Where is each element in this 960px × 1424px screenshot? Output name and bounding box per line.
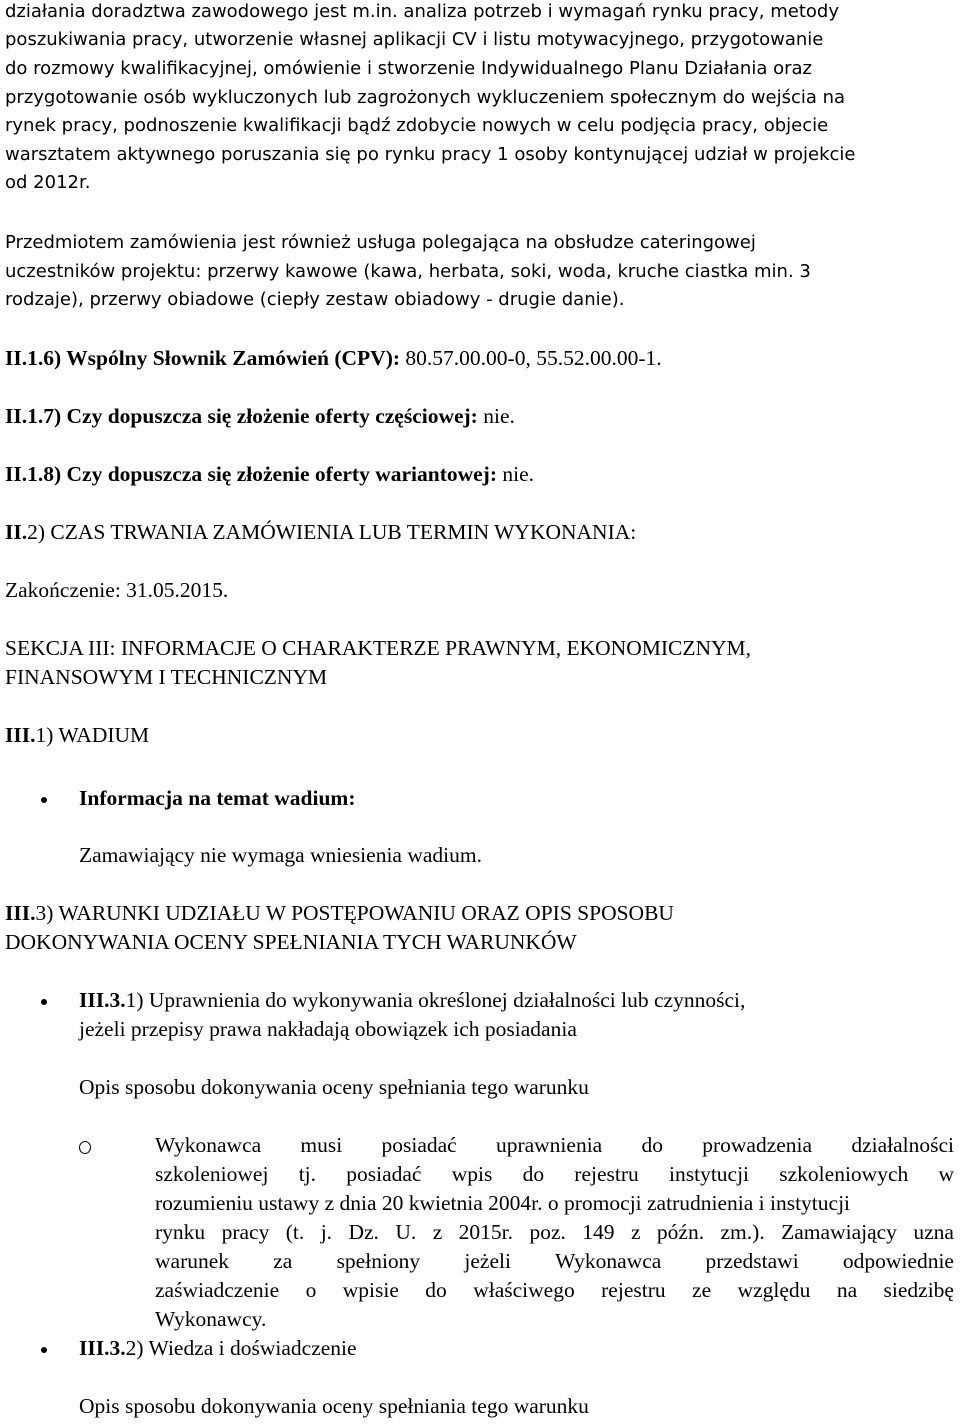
item2-title xyxy=(79,1336,357,1360)
wadium-info-text: Zamawiający nie wymaga wniesienia wadium. xyxy=(79,843,482,867)
duration-heading-rest: 2) CZAS TRWANIA ZAMÓWIENIA LUB TERMIN WYKONANIA: xyxy=(27,520,637,544)
partial-offer-label: II.1.7) Czy dopuszcza się złożenie oferty częściowej: xyxy=(5,404,478,428)
item1-title-1 xyxy=(79,988,745,1012)
completion-date: Zakończenie: 31.05.2015. xyxy=(5,578,229,602)
intro-line-4: przygotowanie osób wykluczonych lub zagrożonych wykluczeniem społecznym do wejścia na xyxy=(5,87,846,108)
item1-body-line-4: rynku pracy (t. j. Dz. U. z 2015r. poz. 149 z późn. zm.). Zamawiający uzna xyxy=(155,1220,954,1244)
wadium-heading xyxy=(5,723,149,747)
item2-prefix: III.3. xyxy=(79,1336,126,1360)
item1-title-rest: 1) Uprawnienia do wykonywania określonej działalności lub czynności, xyxy=(125,988,746,1012)
duration-heading xyxy=(5,520,636,544)
conditions-heading-1 xyxy=(5,901,674,925)
intro-line-1: działania doradztwa zawodowego jest m.in. analiza potrzeb i wymagań rynku pracy, metody xyxy=(5,1,839,22)
duration-heading-prefix: II. xyxy=(5,520,28,544)
section3-title-2: FINANSOWYM I TECHNICZNYM xyxy=(5,665,328,689)
partial-offer-value: nie. xyxy=(477,404,515,428)
catering-line-1: Przedmiotem zamówienia jest również usługa polegająca na obsłudze cateringowej xyxy=(5,232,756,253)
catering-line-3: rodzaje), przerwy obiadowe (ciepły zestaw obiadowy - drugie danie). xyxy=(5,289,625,310)
catering-line-2: uczestników projektu: przerwy kawowe (kawa, herbata, soki, woda, kruche ciastka min. 3 xyxy=(5,261,811,282)
intro-line-2: poszukiwania pracy, utworzenie własnej aplikacji CV i listu motywacyjnego, przygotowanie xyxy=(5,29,824,50)
bullet-dot-icon xyxy=(41,797,47,803)
wadium-heading-prefix: III. xyxy=(5,723,36,747)
assessment-label-2: Opis sposobu dokonywania oceny spełniania tego warunku xyxy=(79,1394,589,1418)
circle-bullet-icon xyxy=(79,1141,91,1154)
partial-offer-line xyxy=(5,404,515,428)
intro-line-6: warsztatem aktywnego poruszania się po rynku pracy 1 osoby kontynującej udział w projekcie xyxy=(5,144,856,165)
intro-line-3: do rozmowy kwalifikacyjnej, omówienie i stworzenie Indywidualnego Planu Działania oraz xyxy=(5,58,812,79)
assessment-label-1: Opis sposobu dokonywania oceny spełniania tego warunku xyxy=(79,1075,589,1099)
cpv-line xyxy=(5,346,662,370)
conditions-heading-2: DOKONYWANIA OCENY SPEŁNIANIA TYCH WARUNKÓW xyxy=(5,930,577,954)
item2-title-rest: 2) Wiedza i doświadczenie xyxy=(125,1336,357,1360)
item1-body-line-1: Wykonawca musi posiadać uprawnienia do prowadzenia działalności xyxy=(155,1133,954,1157)
variant-offer-line xyxy=(5,462,534,486)
intro-line-7: od 2012r. xyxy=(5,172,91,193)
item1-body-line-3: rozumieniu ustawy z dnia 20 kwietnia 2004r. o promocji zatrudnienia i instytucji xyxy=(155,1191,851,1215)
wadium-info-label: Informacja na temat wadium: xyxy=(79,786,356,810)
item1-body-line-6: zaświadczenie o wpisie do właściwego rejestru ze względu na siedzibę xyxy=(155,1278,954,1302)
cpv-value: 80.57.00.00-0, 55.52.00.00-1. xyxy=(400,346,662,370)
item1-title-2: jeżeli przepisy prawa nakładają obowiązek ich posiadania xyxy=(79,1017,577,1041)
intro-line-5: rynek pracy, podnoszenie kwalifikacji bądź zdobycie nowych w celu podjęcia pracy, objecie xyxy=(5,115,829,136)
variant-offer-label: II.1.8) Czy dopuszcza się złożenie oferty wariantowej: xyxy=(5,462,497,486)
bullet-dot-icon xyxy=(41,1347,47,1353)
item1-body-line-7: Wykonawcy. xyxy=(155,1307,267,1331)
item1-prefix: III.3. xyxy=(79,988,126,1012)
wadium-heading-rest: 1) WADIUM xyxy=(35,723,150,747)
section3-title-1: SEKCJA III: INFORMACJE O CHARAKTERZE PRAWNYM, EKONOMICZNYM, xyxy=(5,636,752,660)
bullet-dot-icon xyxy=(41,999,47,1005)
item1-body-line-2: szkoleniowej tj. posiadać wpis do rejestru instytucji szkoleniowych w xyxy=(155,1162,954,1186)
conditions-heading-prefix: III. xyxy=(5,901,36,925)
conditions-heading-rest: 3) WARUNKI UDZIAŁU W POSTĘPOWANIU ORAZ OPIS SPOSOBU xyxy=(35,901,674,925)
cpv-label: II.1.6) Wspólny Słownik Zamówień (CPV): xyxy=(5,346,401,370)
item1-body-line-5: warunek za spełniony jeżeli Wykonawca przedstawi odpowiednie xyxy=(155,1249,954,1273)
variant-offer-value: nie. xyxy=(497,462,535,486)
